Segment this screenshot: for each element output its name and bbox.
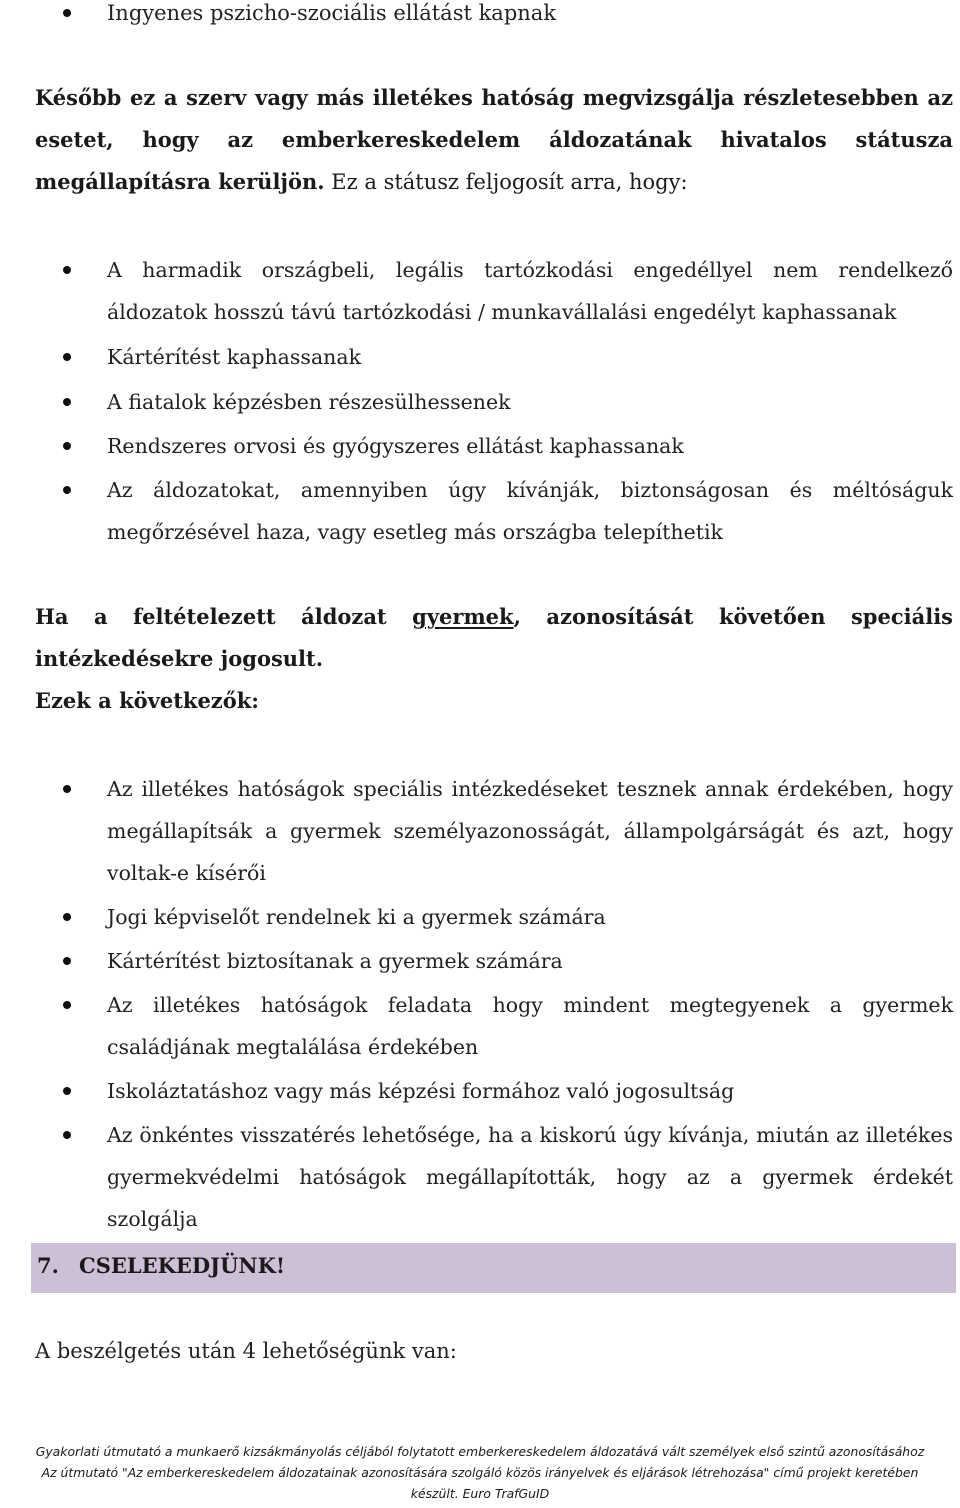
- list-item-text: Az áldozatokat, amennyiben úgy kívánják, biztonságosan és méltóságuk megőrzésével haza, vagy esetleg más országba telepíthetik: [107, 478, 953, 544]
- status-paragraph-line3: [35, 169, 688, 194]
- child-paragraph-line2: intézkedésekre jogosult.: [35, 646, 324, 671]
- list-item: [0, 336, 953, 378]
- bullet-icon: [63, 1131, 71, 1139]
- list-item: [0, 896, 953, 938]
- list-item: [0, 249, 953, 333]
- list-item: [0, 768, 953, 894]
- list-item-text: Rendszeres orvosi és gyógyszeres ellátást kaphassanak: [107, 434, 684, 458]
- bullet-icon: [63, 913, 71, 921]
- child-paragraph-line1: [35, 596, 953, 638]
- list-item: [0, 984, 953, 1068]
- section-number: 7.: [37, 1253, 59, 1278]
- child-keyword: gyermek: [412, 604, 514, 629]
- list-item-text: Kártérítést biztosítanak a gyermek számára: [107, 949, 563, 973]
- list-item: [0, 1070, 953, 1112]
- section-title: CSELEKEDJÜNK!: [79, 1253, 286, 1278]
- child-paragraph: [35, 596, 953, 722]
- list-item-text: Jogi képviselőt rendelnek ki a gyermek számára: [107, 905, 606, 929]
- bullet-icon: [63, 266, 71, 274]
- list-item-text: Ingyenes pszicho-szociális ellátást kapnak: [107, 1, 557, 25]
- bullet-icon: [63, 486, 71, 494]
- bullet-icon: [63, 1087, 71, 1095]
- list-item-text: Az illetékes hatóságok speciális intézkedéseket tesznek annak érdekében, hogy megállapítsák a gyermek személyazonosságát, állampolgárságát és azt, hogy voltak-e kísérői: [107, 777, 953, 885]
- list-item-text: Iskoláztatáshoz vagy más képzési formához való jogosultság: [107, 1079, 735, 1103]
- list-item-text: Kártérítést kaphassanak: [107, 345, 362, 369]
- list-item-text: Az illetékes hatóságok feladata hogy mindent megtegyenek a gyermek családjának megtalálása érdekében: [107, 993, 953, 1059]
- bullet-icon: [63, 442, 71, 450]
- section-heading: [31, 1243, 956, 1293]
- child-paragraph-line3: Ezek a következők:: [35, 688, 260, 713]
- closing-paragraph: A beszélgetés után 4 lehetőségünk van:: [35, 1339, 457, 1363]
- child-paragraph-before: Ha a feltételezett áldozat: [35, 604, 413, 629]
- child-paragraph-after: , azonosítását követően speciális: [513, 604, 953, 629]
- status-paragraph-bold-part: megállapításra kerüljön.: [35, 169, 325, 194]
- top-bullet-list: [0, 0, 960, 34]
- list-item-text: Az önkéntes visszatérés lehetősége, ha a kiskorú úgy kívánja, miután az illetékes gyermekvédelmi hatóságok megállapították, hogy az a gyermek érdekét szolgálja: [107, 1123, 953, 1231]
- list-item: [0, 381, 953, 423]
- list-item-text: A fiatalok képzésben részesülhessenek: [107, 390, 511, 414]
- status-paragraph: [35, 77, 953, 203]
- status-paragraph-normal-part: Ez a státusz feljogosít arra, hogy:: [324, 170, 688, 194]
- footer-line3: készült. Euro TrafGuID: [410, 1486, 550, 1501]
- bullet-icon: [63, 957, 71, 965]
- list-item: [0, 469, 953, 553]
- list-item-text: A harmadik országbeli, legális tartózkodási engedéllyel nem rendelkező áldozatok hosszú távú tartózkodási / munkavállalási engedélyt kaphassanak: [107, 258, 953, 324]
- page-footer: [0, 1441, 960, 1504]
- bullet-icon: [63, 785, 71, 793]
- list-item: [0, 0, 953, 34]
- status-rights-list: [0, 249, 960, 553]
- bullet-icon: [63, 353, 71, 361]
- footer-line1: Gyakorlati útmutató a munkaerő kizsákmányolás céljából folytatott emberkereskedelem áldozatává vált személyek első szintű azonosításához: [35, 1444, 925, 1459]
- list-item: [0, 425, 953, 467]
- footer-line2: Az útmutató "Az emberkereskedelem áldozatainak azonosítására szolgáló közös irányelvek és eljárások létrehozása" című projekt keretében: [41, 1465, 919, 1480]
- list-item: [0, 940, 953, 982]
- list-item: [0, 1114, 953, 1240]
- child-measures-list: [0, 768, 960, 1240]
- bullet-icon: [63, 9, 71, 17]
- bullet-icon: [63, 398, 71, 406]
- status-paragraph-line1: Később ez a szerv vagy más illetékes hatóság megvizsgálja részletesebben az: [35, 85, 953, 110]
- bullet-icon: [63, 1001, 71, 1009]
- status-paragraph-line2: esetet, hogy az emberkereskedelem áldozatának hivatalos státusza: [35, 127, 953, 152]
